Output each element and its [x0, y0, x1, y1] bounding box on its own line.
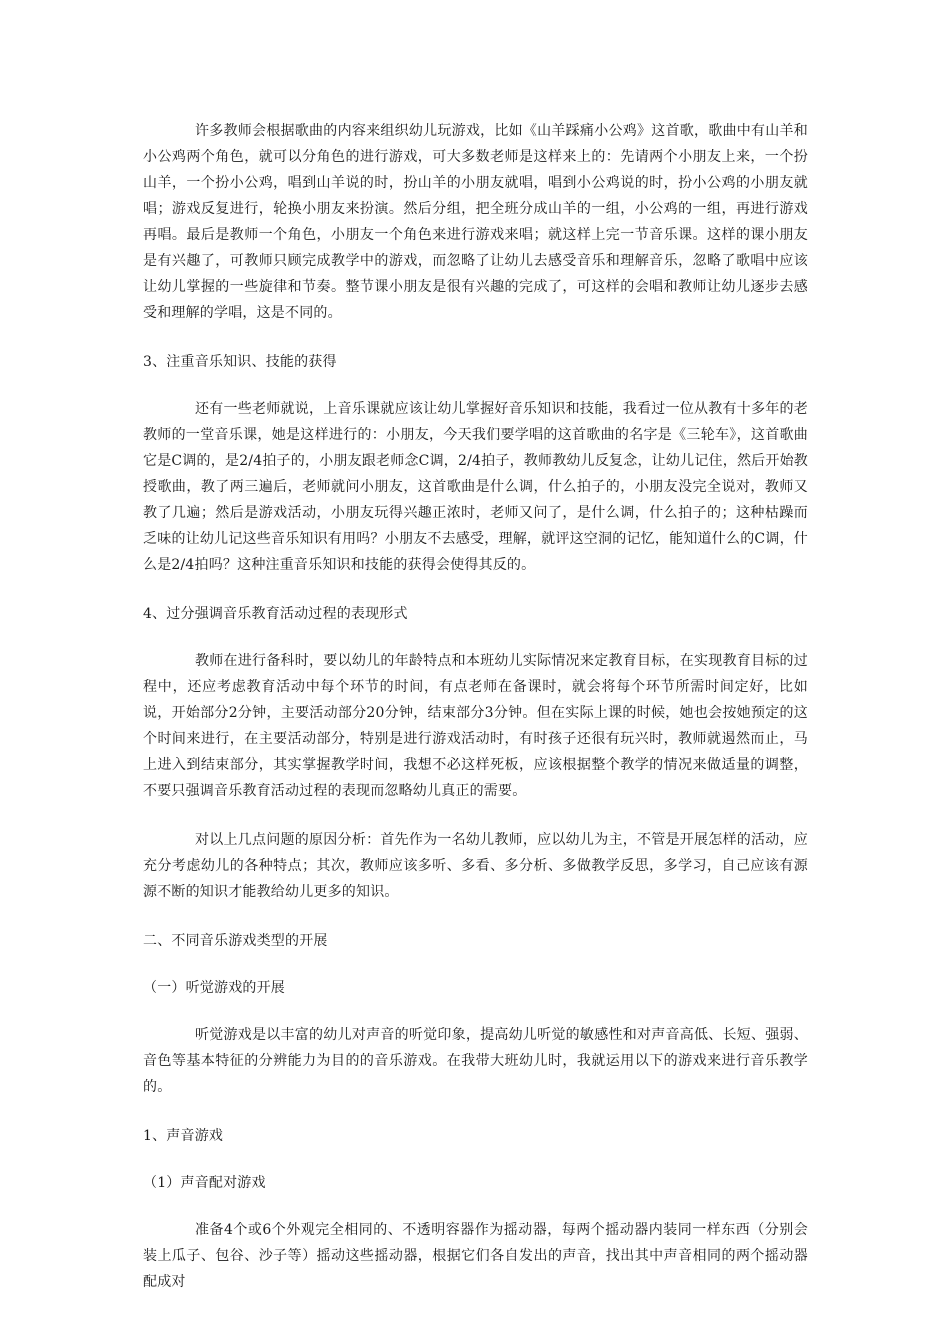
paragraph: 教师在进行备科时，要以幼儿的年龄特点和本班幼儿实际情况来定教育目标，在实现教育目标的过程中，还应考虑教育活动中每个环节的时间，有点老师在备课时，就会将每个环节所需时间定好，比如说，开始部分2分钟，主要活动部分20分钟，结束部分3分钟。但在实际上课的时候，她也会按她预定的这个时间来进行，在主要活动部分，特别是进行游戏活动时，有时孩子还很有玩兴时，教师就遏然而止，马上进入到结束部分，其实掌握教学时间，我想不必这样死板，应该根据整个教学的情况来做适量的调整，不要只强调音乐教育活动过程的表现而忽略幼儿真正的需要。: [143, 653, 808, 799]
section-heading: 4、过分强调音乐教育活动过程的表现形式: [143, 606, 408, 622]
paragraph: 准备4个或6个外观完全相同的、不透明容器作为摇动器，每两个摇动器内装同一样东西（分别会装上瓜子、包谷、沙子等）摇动这些摇动器，根据它们各自发出的声音，找出其中声音相同的两个摇动器配成对: [143, 1222, 808, 1290]
section-heading: 二、不同音乐游戏类型的开展: [143, 933, 328, 949]
section-heading: 3、注重音乐知识、技能的获得: [143, 354, 337, 370]
paragraph: 对以上几点问题的原因分析：首先作为一名幼儿教师，应以幼儿为主，不管是开展怎样的活动，应充分考虑幼儿的各种特点；其次，教师应该多听、多看、多分析、多做教学反思，多学习，自己应该有源源不断的知识才能教给幼儿更多的知识。: [143, 832, 808, 900]
document-page: [143, 118, 808, 1295]
paragraph: 还有一些老师就说，上音乐课就应该让幼儿掌握好音乐知识和技能，我看过一位从教有十多年的老教师的一堂音乐课，她是这样进行的：小朋友，今天我们要学唱的这首歌曲的名字是《三轮车》，这首歌曲它是C调的，是2/4拍子的，小朋友跟老师念C调，2/4拍子，教师教幼儿反复念，让幼儿记住，然后开始教授歌曲，教了两三遍后，老师就问小朋友，这首歌曲是什么调，什么拍子的，小朋友没完全说对，教师又教了几遍；然后是游戏活动，小朋友玩得兴趣正浓时，老师又问了，是什么调，什么拍子的；这种枯躁而乏味的让幼儿记这些音乐知识有用吗？小朋友不去感受，理解，就评这空洞的记忆，能知道什么的C调，什么是2/4拍吗？这种注重音乐知识和技能的获得会使得其反的。: [143, 401, 808, 573]
section-heading: 1、声音游戏: [143, 1128, 224, 1144]
subsection-heading: （1）声音配对游戏: [143, 1175, 266, 1191]
subsection-heading: （一）听觉游戏的开展: [143, 980, 285, 996]
paragraph: 许多教师会根据歌曲的内容来组织幼儿玩游戏，比如《山羊踩痛小公鸡》这首歌，歌曲中有山羊和小公鸡两个角色，就可以分角色的进行游戏，可大多数老师是这样来上的：先请两个小朋友上来，一个扮山羊，一个扮小公鸡，唱到山羊说的时，扮山羊的小朋友就唱，唱到小公鸡说的时，扮小公鸡的小朋友就唱；游戏反复进行，轮换小朋友来扮演。然后分组，把全班分成山羊的一组，小公鸡的一组，再进行游戏再唱。最后是教师一个角色，小朋友一个角色来进行游戏来唱；就这样上完一节音乐课。这样的课小朋友是有兴趣了，可教师只顾完成教学中的游戏，而忽略了让幼儿去感受音乐和理解音乐，忽略了歌唱中应该让幼儿掌握的一些旋律和节奏。整节课小朋友是很有兴趣的完成了，可这样的会唱和教师让幼儿逐步去感受和理解的学唱，这是不同的。: [143, 123, 808, 321]
paragraph: 听觉游戏是以丰富的幼儿对声音的听觉印象，提高幼儿听觉的敏感性和对声音高低、长短、强弱、音色等基本特征的分辨能力为目的的音乐游戏。在我带大班幼儿时，我就运用以下的游戏来进行音乐教学的。: [143, 1027, 808, 1095]
